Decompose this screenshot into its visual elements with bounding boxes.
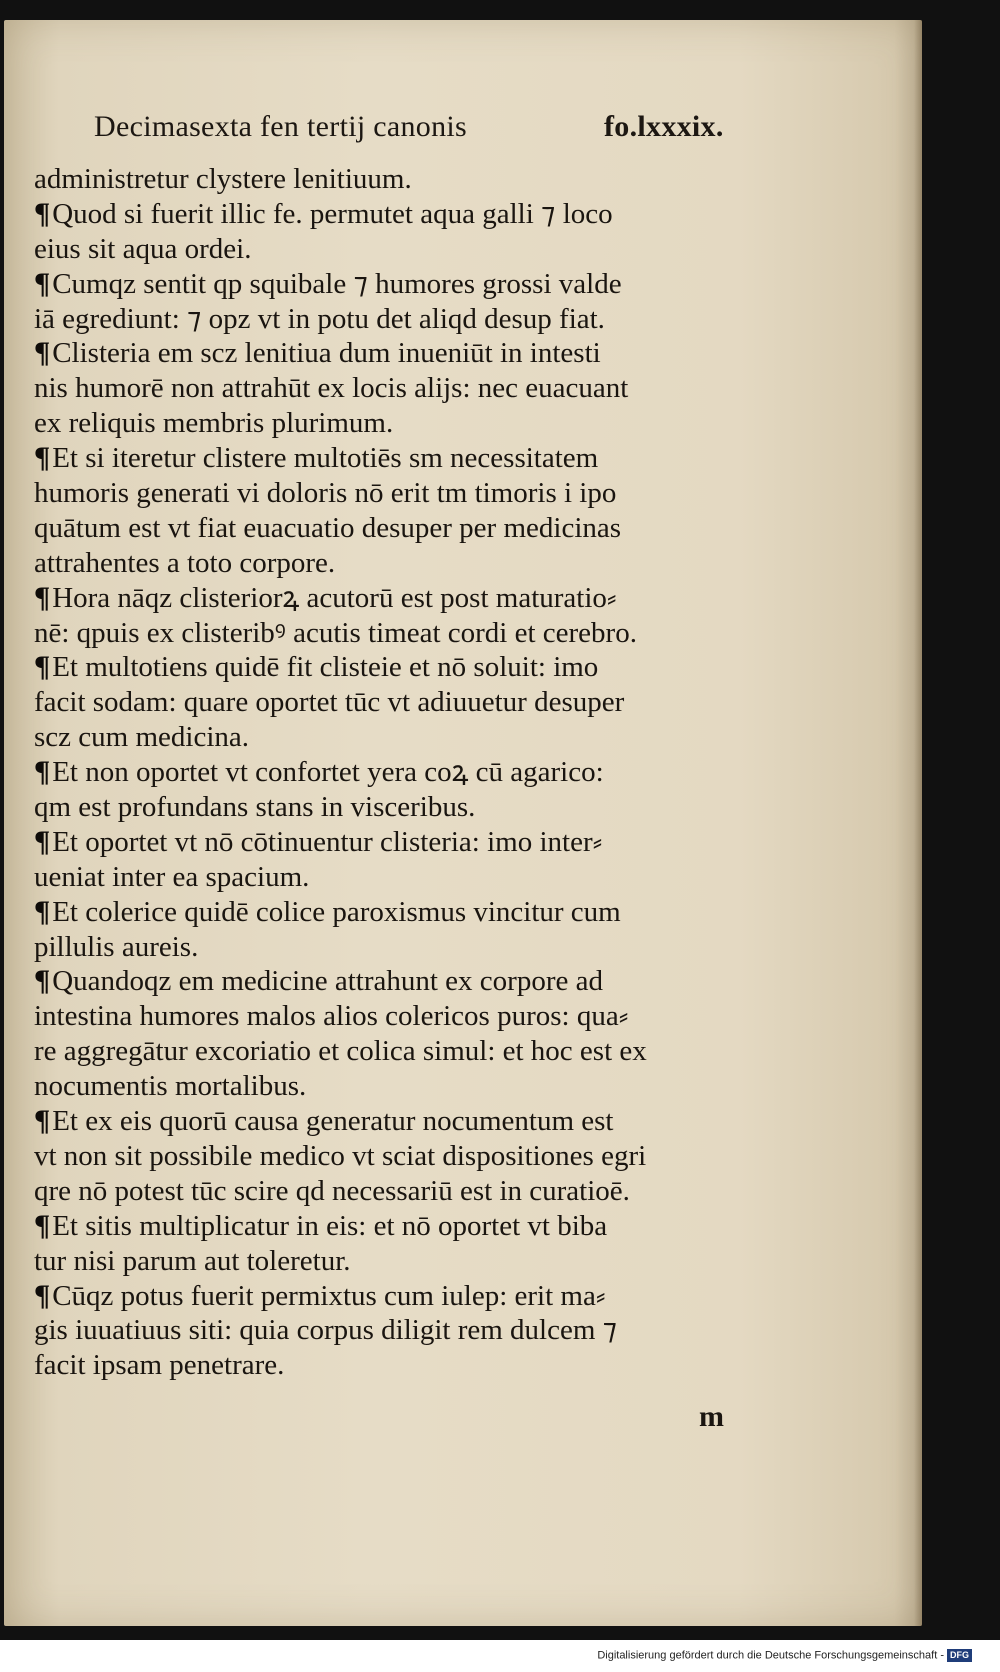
line-text: Et si iteretur clistere multotiēs sm necessitatem <box>52 442 599 475</box>
text-block <box>34 162 824 1383</box>
line-text: Hora nāqz clisteriorꝝ acutorū est post maturatio⸗ <box>52 581 617 614</box>
line-text: Et colerice quidē colice paroxismus vincitur cum <box>52 895 621 928</box>
line-text: qm est profundans stans in visceribus. <box>34 791 476 824</box>
line-text: Clisteria em scz lenitiua dum inueniūt in intesti <box>52 337 601 370</box>
line-text: Et sitis multiplicatur in eis: et nō oportet vt biba <box>52 1209 608 1242</box>
text-line <box>34 895 824 930</box>
folio-number: fo.lxxxix. <box>604 110 724 143</box>
paragraph-mark: ¶ <box>34 824 51 858</box>
text-line <box>34 1174 824 1209</box>
text-line <box>34 406 824 441</box>
paragraph-mark: ¶ <box>34 196 51 230</box>
line-text: scz cum medicina. <box>34 721 249 754</box>
text-line <box>34 755 824 790</box>
text-line <box>34 650 824 685</box>
paragraph-mark: ¶ <box>34 1278 51 1312</box>
text-line <box>34 1244 824 1279</box>
text-line <box>34 162 824 197</box>
paragraph-mark: ¶ <box>34 266 51 300</box>
line-text: Quod si fuerit illic fe. permutet aqua galli ⁊ loco <box>52 197 613 230</box>
text-line <box>34 999 824 1034</box>
line-text: humoris generati vi doloris nō erit tm timoris i ipo <box>34 477 617 510</box>
paragraph-mark: ¶ <box>34 441 51 475</box>
text-line <box>34 964 824 999</box>
paragraph-mark: ¶ <box>34 650 51 684</box>
line-text: pillulis aureis. <box>34 930 199 963</box>
text-line <box>34 441 824 476</box>
text-line <box>34 371 824 406</box>
line-text: Et ex eis quorū causa generatur nocumentum est <box>52 1105 614 1138</box>
paragraph-mark: ¶ <box>34 1104 51 1138</box>
line-text: Et non oportet vt confortet yera coꝝ cū agarico: <box>52 756 604 789</box>
paragraph-mark: ¶ <box>34 580 51 614</box>
line-text: administretur clystere lenitiuum. <box>34 163 412 195</box>
text-line <box>34 1279 824 1314</box>
funding-strip <box>0 1640 1000 1672</box>
line-text: iā egrediunt: ⁊ opz vt in potu det aliqd desup fiat. <box>34 302 605 335</box>
line-text: Cūqz potus fuerit permixtus cum iulep: erit ma⸗ <box>52 1279 606 1312</box>
text-line <box>34 511 824 546</box>
paragraph-mark: ¶ <box>34 1208 51 1242</box>
text-line <box>34 1348 824 1383</box>
text-line <box>34 267 824 302</box>
paragraph-mark: ¶ <box>34 755 51 789</box>
text-line <box>34 685 824 720</box>
line-text: facit ipsam penetrare. <box>34 1349 285 1382</box>
paragraph-mark: ¶ <box>34 894 51 928</box>
line-text: tur nisi parum aut toleretur. <box>34 1244 351 1277</box>
running-head <box>94 110 794 150</box>
text-line <box>34 720 824 755</box>
text-line <box>34 1209 824 1244</box>
line-text: Quandoqz em medicine attrahunt ex corpore ad <box>52 965 603 998</box>
line-text: facit sodam: quare oportet tūc vt adiuuetur desuper <box>34 686 625 719</box>
text-line <box>34 581 824 616</box>
line-text: eius sit aqua ordei. <box>34 232 252 265</box>
line-text: intestina humores malos alios colericos puros: qua⸗ <box>34 1000 629 1033</box>
text-line <box>34 860 824 895</box>
line-text: vt non sit possibile medico vt sciat dispositiones egri <box>34 1139 647 1172</box>
line-text: attrahentes a toto corpore. <box>34 546 336 579</box>
text-line <box>34 1313 824 1348</box>
text-line <box>34 546 824 581</box>
text-line <box>34 790 824 825</box>
line-text: qre nō potest tūc scire qd necessariū est in curatioē. <box>34 1174 630 1207</box>
line-text: nocumentis mortalibus. <box>34 1070 307 1103</box>
text-line <box>34 1139 824 1174</box>
book-page <box>4 20 922 1626</box>
text-line <box>34 1069 824 1104</box>
line-text: Cumqz sentit qp squibale ⁊ humores grossi valde <box>52 267 622 300</box>
funding-note <box>597 1649 972 1662</box>
paragraph-mark: ¶ <box>34 964 51 998</box>
text-line <box>34 930 824 965</box>
line-text: re aggregātur excoriatio et colica simul: et hoc est ex <box>34 1035 647 1068</box>
text-line <box>34 232 824 267</box>
line-text: gis iuuatiuus siti: quia corpus diligit rem dulcem ⁊ <box>34 1314 618 1347</box>
signature-mark: m <box>699 1400 724 1433</box>
text-line <box>34 1104 824 1139</box>
text-line <box>34 476 824 511</box>
text-line <box>34 1034 824 1069</box>
text-line <box>34 336 824 371</box>
text-line <box>34 197 824 232</box>
line-text: ex reliquis membris plurimum. <box>34 407 394 440</box>
page-edge-shadow <box>914 20 922 1626</box>
dfg-logo: DFG <box>947 1649 972 1662</box>
running-head-title: Decimasexta fen tertij canonis <box>94 110 468 143</box>
line-text: Et multotiens quidē fit clisteie et nō soluit: imo <box>52 651 599 684</box>
text-line <box>34 302 824 337</box>
line-text: ueniat inter ea spacium. <box>34 860 310 893</box>
text-line <box>34 825 824 860</box>
paragraph-mark: ¶ <box>34 336 51 370</box>
line-text: nis humorē non attrahūt ex locis alijs: nec euacuant <box>34 372 629 405</box>
text-line <box>34 616 824 651</box>
line-text: quātum est vt fiat euacuatio desuper per medicinas <box>34 511 622 544</box>
line-text: Et oportet vt nō cōtinuentur clisteria: imo inter⸗ <box>52 825 603 858</box>
line-text: nē: qpuis ex clisteribꝰ acutis timeat cordi et cerebro. <box>34 616 637 649</box>
funding-text: Digitalisierung gefördert durch die Deutsche Forschungsgemeinschaft - <box>597 1649 944 1662</box>
